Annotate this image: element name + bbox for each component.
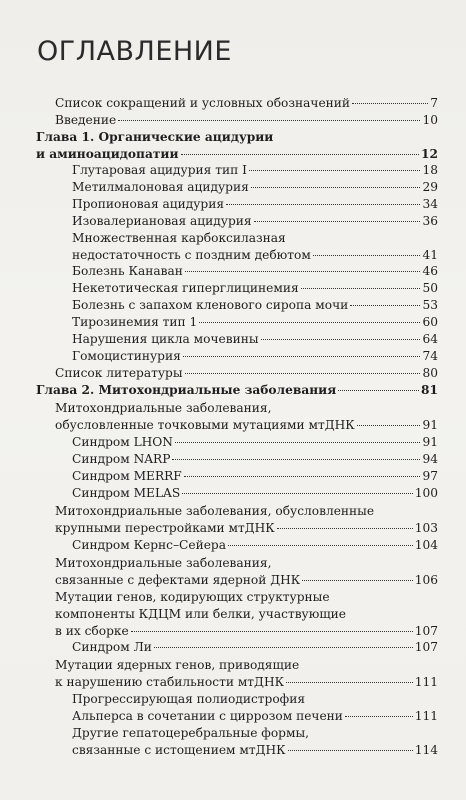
toc-entry-line: Глава 1. Органические ацидурии: [36, 130, 274, 144]
dot-leader: [199, 321, 420, 323]
toc-page-number: 91: [422, 435, 438, 449]
toc-entry-title: Синдром MELAS: [72, 486, 181, 500]
toc-page-number: 104: [414, 538, 438, 552]
toc-entry-title: Тирозинемия тип 1: [72, 315, 198, 329]
dot-leader: [338, 389, 419, 391]
toc-page-number: 80: [422, 366, 438, 380]
toc-page-number: 97: [422, 469, 438, 483]
toc-entry-title: Список литературы: [55, 366, 183, 380]
toc-entry-title: к нарушению стабильности мтДНК: [55, 675, 285, 689]
dot-leader: [251, 186, 421, 188]
toc-page-number: 10: [422, 113, 438, 127]
toc-page-number: 46: [422, 264, 438, 278]
toc-page-number: 114: [414, 743, 438, 757]
toc-page-number: 60: [422, 315, 438, 329]
toc-entry-title: обусловленные точковыми мутациями мтДНК: [55, 418, 355, 432]
page-title: ОГЛАВЛЕНИЕ: [37, 36, 232, 67]
toc-entry-line: Другие гепатоцеребральные формы,: [72, 726, 310, 740]
toc-entry-line: Прогрессирующая полиодистрофия: [72, 692, 306, 706]
toc-page-number: 18: [422, 163, 438, 177]
dot-leader: [357, 424, 421, 426]
toc-entry-title: Синдром NARP: [72, 452, 171, 466]
toc-entry-title: Изовалериановая ацидурия: [72, 214, 252, 228]
toc-page-number: 103: [414, 521, 438, 535]
toc-entry-title: Список сокращений и условных обозначений: [55, 96, 351, 110]
toc-entry-title: Болезнь Канаван: [72, 264, 183, 278]
dot-leader: [288, 749, 413, 751]
dot-leader: [131, 630, 413, 632]
dot-leader: [226, 203, 420, 205]
toc-entry-title: Альперса в сочетании с циррозом печени: [72, 709, 343, 723]
toc-entry-title: связанные с дефектами ядерной ДНК: [55, 573, 301, 587]
toc-page-number: 106: [414, 573, 438, 587]
toc-entry-title: в их сборке: [55, 624, 129, 638]
dot-leader: [181, 153, 420, 155]
dot-leader: [286, 681, 413, 683]
toc-page-number: 91: [422, 418, 438, 432]
toc-entry-title: Глава 2. Митохондриальные заболевания: [36, 383, 337, 397]
toc-entry-title: Нарушения цикла мочевины: [72, 332, 259, 346]
toc-page-number: 34: [422, 197, 438, 211]
toc-page-number: 111: [414, 709, 438, 723]
toc-entry-line: Митохондриальные заболевания,: [55, 401, 272, 415]
dot-leader: [185, 372, 421, 374]
toc-page-number: 100: [414, 486, 438, 500]
toc-entry-line: Митохондриальные заболевания, обусловленные: [55, 504, 375, 518]
toc-entry-line: Мутации ядерных генов, приводящие: [55, 658, 300, 672]
toc-entry-line: Мутации генов, кодирующих структурные: [55, 590, 330, 604]
toc-page-number: 74: [422, 349, 438, 363]
toc-entry-title: связанные с истощением мтДНК: [72, 743, 286, 757]
dot-leader: [350, 304, 420, 306]
toc-entry-title: Глутаровая ацидурия тип I: [72, 163, 247, 177]
toc-entry-title: Болезнь с запахом кленового сиропа мочи: [72, 298, 349, 312]
toc-entry-title: Гомоцистинурия: [72, 349, 181, 363]
toc-page-number: 64: [422, 332, 438, 346]
toc-entry-title: крупными перестройками мтДНК: [55, 521, 275, 535]
dot-leader: [313, 254, 421, 256]
toc-page-number: 111: [414, 675, 438, 689]
dot-leader: [352, 102, 428, 104]
dot-leader: [182, 492, 413, 494]
toc-page-number: 81: [421, 383, 438, 397]
toc-entry-line: Множественная карбоксилазная: [72, 231, 286, 245]
dot-leader: [175, 441, 421, 443]
toc-entry-title: Введение: [55, 113, 117, 127]
dot-leader: [254, 220, 421, 222]
dot-leader: [261, 338, 421, 340]
toc-entry-title: Пропионовая ацидурия: [72, 197, 225, 211]
toc-page-number: 94: [422, 452, 438, 466]
dot-leader: [301, 287, 421, 289]
toc-page-number: 50: [422, 281, 438, 295]
toc-entry-title: Некетотическая гиперглицинемия: [72, 281, 299, 295]
toc-entry-title: Метилмалоновая ацидурия: [72, 180, 249, 194]
dot-leader: [277, 527, 413, 529]
toc-page-number: 53: [422, 298, 438, 312]
toc-page-number: 12: [421, 147, 438, 161]
dot-leader: [345, 715, 413, 717]
dot-leader: [185, 270, 421, 272]
dot-leader: [172, 458, 420, 460]
toc-entry-title: Синдром Кернс–Сейера: [72, 538, 226, 552]
toc-page-number: 29: [422, 180, 438, 194]
dot-leader: [184, 475, 421, 477]
toc-entry-line: Митохондриальные заболевания,: [55, 556, 272, 570]
toc-page-number: 36: [422, 214, 438, 228]
dot-leader: [228, 544, 413, 546]
toc-entry-title: и аминоацидопатии: [36, 147, 179, 161]
toc-page-number: 41: [422, 248, 438, 262]
dot-leader: [118, 119, 420, 121]
toc-page-number: 107: [414, 640, 438, 654]
dot-leader: [249, 169, 421, 171]
toc-entry-line: компоненты КДЦМ или белки, участвующие: [55, 607, 347, 621]
toc-page-number: 7: [430, 96, 438, 110]
toc-entry-title: Синдром LHON: [72, 435, 173, 449]
dot-leader: [183, 355, 421, 357]
toc-entry-title: Синдром Ли: [72, 640, 152, 654]
dot-leader: [154, 646, 413, 648]
toc-page-number: 107: [414, 624, 438, 638]
dot-leader: [302, 579, 413, 581]
toc-entry-title: недостаточность с поздним дебютом: [72, 248, 311, 262]
toc-entry-title: Синдром MERRF: [72, 469, 182, 483]
